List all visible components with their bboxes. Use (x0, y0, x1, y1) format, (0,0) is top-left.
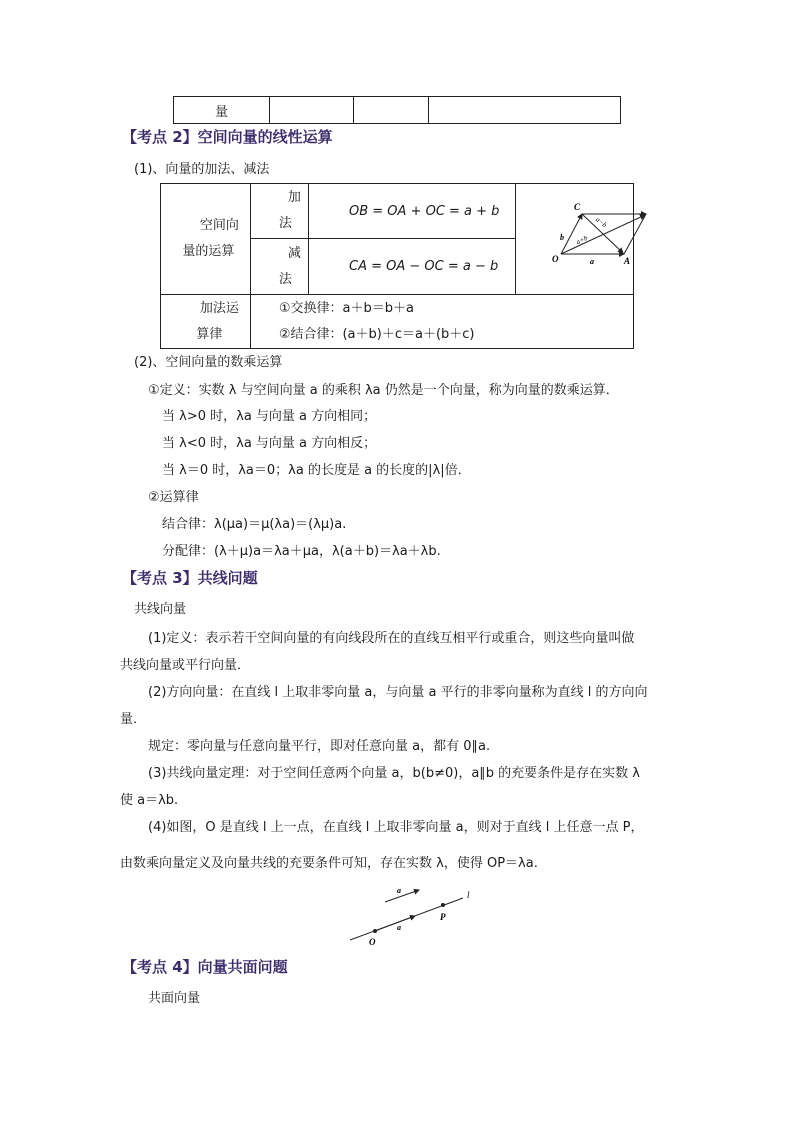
point-O (373, 929, 377, 933)
add-label: 加 法 (250, 184, 308, 239)
section4-title: 【考点 4】向量共面问题 (122, 958, 288, 976)
scalar-case-zero: 当 λ＝0 时，λa＝0；λa 的长度是 a 的长度的|λ|倍． (162, 463, 471, 478)
add-formula: OB = OA + OC = a + b (309, 184, 516, 239)
label-O: O (369, 937, 376, 947)
collinear-def-line1: (1)定义：表示若干空间向量的有向线段所在的直线互相平行或重合，则这些向量叫做 (148, 631, 635, 646)
diagram-label-a: a (590, 257, 595, 266)
vector-a-free (385, 890, 419, 902)
top-table-row-label: 量 (174, 97, 270, 124)
label-P: P (440, 912, 446, 922)
scalar-case-negative: 当 λ<0 时，λa 与向量 a 方向相反； (162, 436, 377, 451)
linear-ops-table (160, 183, 634, 349)
scalar-definition: ①定义：实数 λ 与空间向量 a 的乘积 λa 仍然是一个向量，称为向量的数乘运算． (148, 383, 619, 398)
collinear-theorem-line2: 使 a＝λb. (120, 793, 179, 808)
table-left-label: 空间向 量的运算 (161, 184, 251, 295)
collinear-def-line2: 共线向量或平行向量． (120, 658, 251, 673)
line-vector-diagram (345, 880, 505, 950)
diagram-label-O: O (552, 254, 559, 264)
figure-text-line2: 由数乘向量定义及向量共线的充要条件可知，存在实数 λ，使得 OP＝λa. (120, 856, 538, 871)
figure-text-line1: (4)如图，O 是直线 l 上一点，在直线 l 上取非零向量 a，则对于直线 l 上任意一点 P， (148, 820, 644, 835)
vector-a-on-line (375, 916, 415, 931)
law-cell (250, 295, 633, 349)
rules-title: ②运算律 (148, 490, 199, 505)
sub-formula: CA = OA − OC = a − b (309, 239, 516, 295)
parallelogram-diagram-cell (516, 184, 634, 295)
section4-intro: 共面向量 (148, 991, 201, 1006)
sub-label: 减 法 (250, 239, 308, 295)
law-label: 加法运 算律 (161, 295, 251, 349)
parallelogram-diagram (516, 184, 648, 294)
label-a-line: a (397, 923, 401, 932)
diagram-label-C: C (574, 202, 581, 212)
section3-intro: 共线向量 (134, 602, 187, 617)
scalar-case-positive: 当 λ>0 时，λa 与向量 a 方向相同； (162, 409, 377, 424)
diagram-label-a-plus-b: a+b (574, 233, 589, 247)
section3-title: 【考点 3】共线问题 (122, 569, 258, 587)
point-P (441, 903, 445, 907)
section2-sub2: (2)、空间向量的数乘运算 (134, 355, 283, 370)
label-l: l (467, 890, 470, 900)
vector-b-line (561, 214, 582, 254)
top-table (173, 96, 621, 124)
diagram-label-A: A (624, 256, 631, 266)
section2-sub1: (1)、向量的加法、减法 (134, 162, 270, 177)
distrib-rule: 分配律：(λ＋μ)a＝λa＋μa，λ(a＋b)＝λa＋λb. (162, 544, 441, 559)
section2-title: 【考点 2】空间向量的线性运算 (122, 128, 333, 146)
diagram-label-b: b (560, 233, 565, 242)
associative-law: ②结合律：(a＋b)＋c＝a＋(b＋c) (278, 326, 475, 342)
label-a-top: a (397, 886, 401, 895)
direction-vector-line1: (2)方向向量：在直线 l 上取非零向量 a，与向量 a 平行的非零向量称为直线 l 的方向向 (148, 685, 648, 700)
assoc-rule: 结合律：λ(μa)＝μ(λa)＝(λμ)a. (162, 517, 347, 532)
zero-vector-rule: 规定：零向量与任意向量平行，即对任意向量 a，都有 0∥a. (148, 739, 491, 754)
diagram-label-a-minus-b: a−b (594, 215, 609, 230)
commutative-law: ①交换律：a＋b＝b＋a (278, 300, 414, 316)
collinear-theorem-line1: (3)共线向量定理：对于空间任意两个向量 a，b(b≠0)，a∥b 的充要条件是存在实数 λ (148, 766, 641, 781)
direction-vector-line2: 量． (120, 712, 147, 727)
